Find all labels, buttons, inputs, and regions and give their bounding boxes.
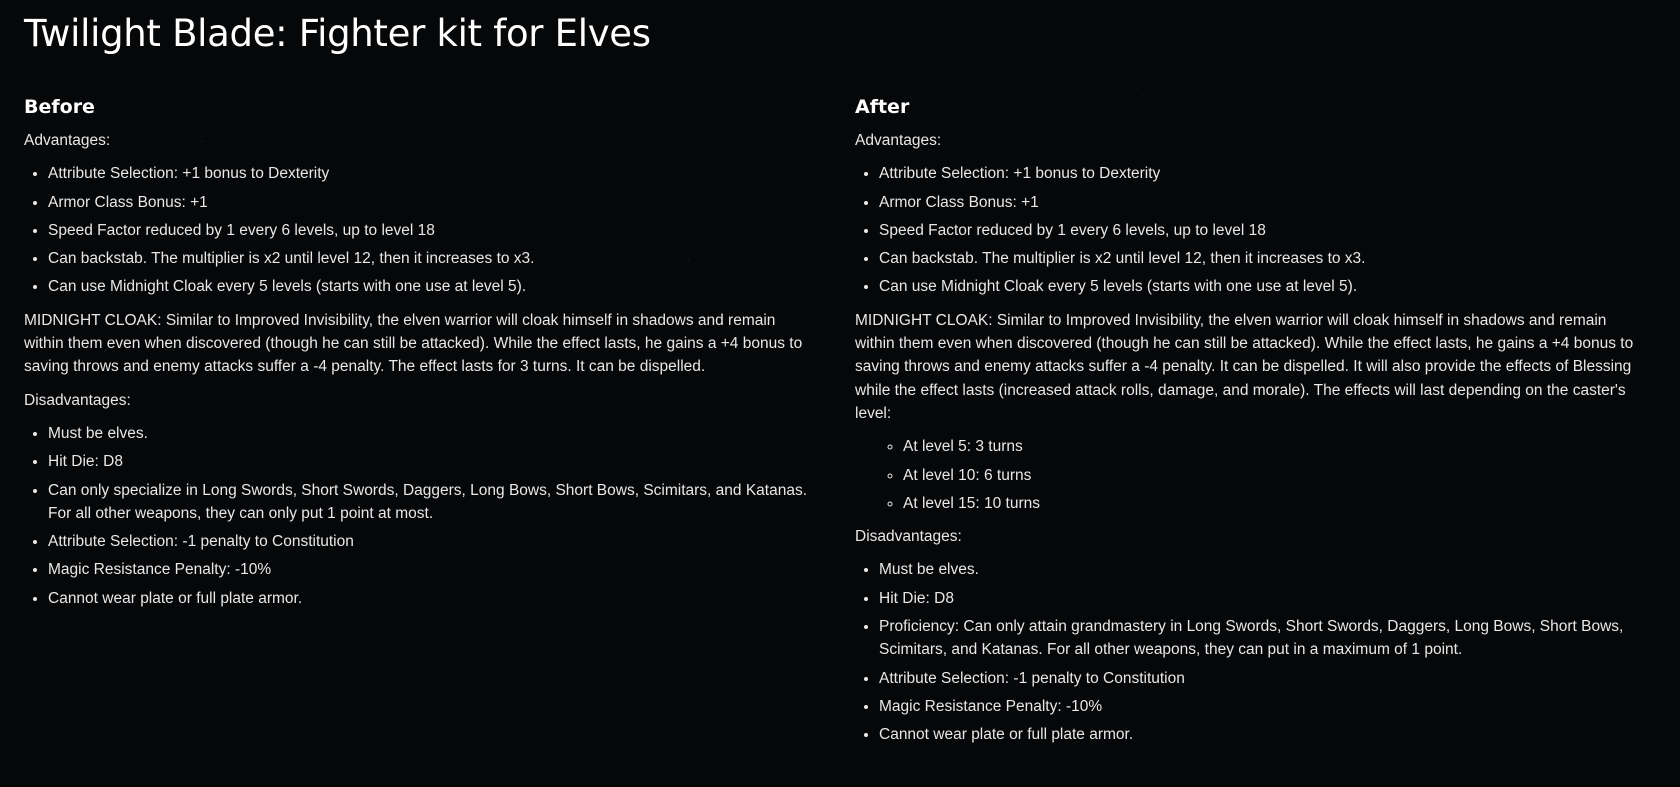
list-item: • Can backstab. The multiplier is x2 until level 12, then it increases to x3. bbox=[879, 247, 1645, 270]
after-advantages-list bbox=[855, 162, 1645, 298]
before-disadvantages-list bbox=[24, 422, 814, 610]
list-item: • Hit Die: D8 bbox=[48, 450, 814, 473]
list-item: • Magic Resistance Penalty: -10% bbox=[879, 695, 1645, 718]
list-item: • Proficiency: Can only attain grandmastery in Long Swords, Short Swords, Daggers, Long Bows, Short Bows, Scimitars, and Katanas. For all other weapons, they can put in a maximum of 1 point. bbox=[879, 615, 1645, 662]
before-heading: Before bbox=[24, 96, 95, 118]
list-item: • Attribute Selection: +1 bonus to Dexterity bbox=[48, 162, 814, 185]
before-column bbox=[24, 93, 814, 620]
list-item: • Magic Resistance Penalty: -10% bbox=[48, 558, 814, 581]
after-advantages-label: Advantages: bbox=[855, 132, 942, 149]
after-column bbox=[855, 93, 1645, 757]
list-item: ◦ At level 10: 6 turns bbox=[903, 464, 1645, 487]
list-item: • Attribute Selection: -1 penalty to Constitution bbox=[48, 530, 814, 553]
list-item: • Can use Midnight Cloak every 5 levels (starts with one use at level 5). bbox=[879, 275, 1645, 298]
page-title: Twilight Blade: Fighter kit for Elves bbox=[24, 12, 651, 55]
after-disadvantages-list bbox=[855, 558, 1645, 746]
list-item: ◦ At level 5: 3 turns bbox=[903, 435, 1645, 458]
list-item: • Speed Factor reduced by 1 every 6 levels, up to level 18 bbox=[48, 219, 814, 242]
after-duration-list bbox=[855, 435, 1645, 515]
list-item: • Can use Midnight Cloak every 5 levels (starts with one use at level 5). bbox=[48, 275, 814, 298]
list-item: • Armor Class Bonus: +1 bbox=[879, 191, 1645, 214]
before-disadvantages-label: Disadvantages: bbox=[24, 391, 131, 409]
before-cloak-description: MIDNIGHT CLOAK: Similar to Improved Invisibility, the elven warrior will cloak himself in shadows and remain within them even when discovered (though he can still be attacked). While the effect lasts, he gains a +4 bonus to saving throws and enemy attacks suffer a -4 penalty. The effect lasts for 3 turns. It can be dispelled. bbox=[24, 311, 803, 376]
list-item: • Cannot wear plate or full plate armor. bbox=[879, 723, 1645, 746]
list-item: • Attribute Selection: -1 penalty to Constitution bbox=[879, 667, 1645, 690]
list-item: • Must be elves. bbox=[879, 558, 1645, 581]
before-advantages-label: Advantages: bbox=[24, 132, 111, 149]
list-item: • Armor Class Bonus: +1 bbox=[48, 191, 814, 214]
list-item: • Speed Factor reduced by 1 every 6 levels, up to level 18 bbox=[879, 219, 1645, 242]
list-item: • Can backstab. The multiplier is x2 until level 12, then it increases to x3. bbox=[48, 247, 814, 270]
after-heading: After bbox=[855, 96, 910, 118]
list-item: • Hit Die: D8 bbox=[879, 587, 1645, 610]
list-item: • Cannot wear plate or full plate armor. bbox=[48, 587, 814, 610]
list-item: • Must be elves. bbox=[48, 422, 814, 445]
list-item: • Attribute Selection: +1 bonus to Dexterity bbox=[879, 162, 1645, 185]
after-cloak-description: MIDNIGHT CLOAK: Similar to Improved Invisibility, the elven warrior will cloak himself in shadows and remain within them even when discovered (though he can still be attacked). While the effect lasts, he gains a +4 bonus to saving throws and enemy attacks suffer a -4 penalty. It can be dispelled. It will also provide the effects of Blessing while the effect lasts (increased attack rolls, damage, and morale). The effects will last depending on the caster's level: bbox=[855, 311, 1634, 422]
list-item: ◦ At level 15: 10 turns bbox=[903, 492, 1645, 515]
after-disadvantages-label: Disadvantages: bbox=[855, 528, 962, 546]
before-advantages-list bbox=[24, 162, 814, 298]
list-item: • Can only specialize in Long Swords, Short Swords, Daggers, Long Bows, Short Bows, Scimitars, and Katanas. For all other weapons, they can only put 1 point at most. bbox=[48, 479, 814, 526]
